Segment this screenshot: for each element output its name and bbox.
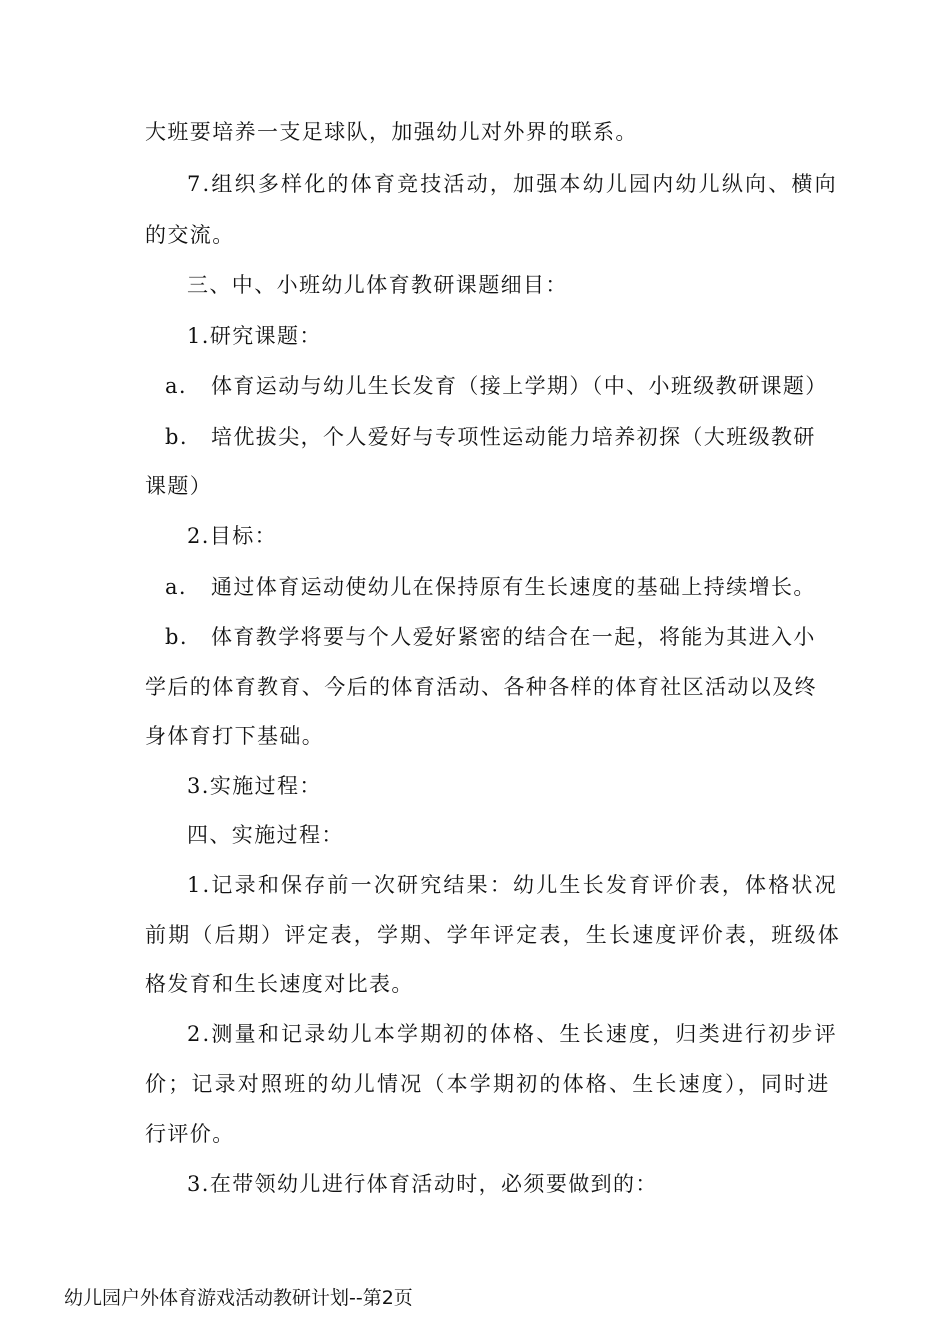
- list-item-text: 体育教学将要与个人爱好紧密的结合在一起，将能为其进入小: [211, 625, 816, 649]
- section-heading: 四、实施过程：: [187, 823, 344, 847]
- list-item: [165, 622, 816, 652]
- paragraph-line: 2.测量和记录幼儿本学期初的体格、生长速度，归类进行初步评: [187, 1022, 838, 1046]
- paragraph-line: 的交流。: [145, 223, 235, 247]
- page-footer: 幼儿园户外体育游戏活动教研计划--第2页: [64, 1287, 413, 1309]
- paragraph-line: 大班要培养一支足球队，加强幼儿对外界的联系。: [145, 120, 638, 144]
- paragraph-line: 学后的体育教育、今后的体育活动、各种各样的体育社区活动以及终: [145, 675, 817, 699]
- section-heading: 三、中、小班幼儿体育教研课题细目：: [187, 273, 568, 297]
- subheading: 3.实施过程：: [187, 774, 322, 798]
- list-item-text: 培优拔尖，个人爱好与专项性运动能力培养初探（大班级教研: [211, 425, 816, 449]
- list-item-text: 通过体育运动使幼儿在保持原有生长速度的基础上持续增长。: [211, 575, 816, 599]
- list-marker: b.: [165, 425, 188, 449]
- paragraph-line: 行评价。: [145, 1122, 235, 1146]
- subheading: 2.目标：: [187, 524, 278, 548]
- paragraph-line: 3.在带领幼儿进行体育活动时，必须要做到的：: [187, 1172, 658, 1196]
- list-marker: a.: [165, 575, 187, 599]
- list-marker: b.: [165, 625, 188, 649]
- paragraph-line: 1.记录和保存前一次研究结果：幼儿生长发育评价表，体格状况: [187, 873, 838, 897]
- paragraph-line: 前期（后期）评定表，学期、学年评定表，生长速度评价表，班级体: [145, 923, 841, 947]
- list-item: [165, 422, 816, 452]
- list-item: [165, 371, 828, 401]
- paragraph-line: 价；记录对照班的幼儿情况（本学期初的体格、生长速度），同时进: [145, 1072, 831, 1096]
- list-marker: a.: [165, 374, 187, 398]
- paragraph-line: 课题）: [145, 474, 213, 498]
- paragraph-line: 7.组织多样化的体育竞技活动，加强本幼儿园内幼儿纵向、横向: [187, 172, 838, 196]
- list-item-text: 体育运动与幼儿生长发育（接上学期）（中、小班级教研课题）: [211, 374, 828, 398]
- subheading: 1.研究课题：: [187, 324, 322, 348]
- paragraph-line: 身体育打下基础。: [145, 724, 325, 748]
- paragraph-line: 格发育和生长速度对比表。: [145, 972, 414, 996]
- list-item: [165, 572, 816, 602]
